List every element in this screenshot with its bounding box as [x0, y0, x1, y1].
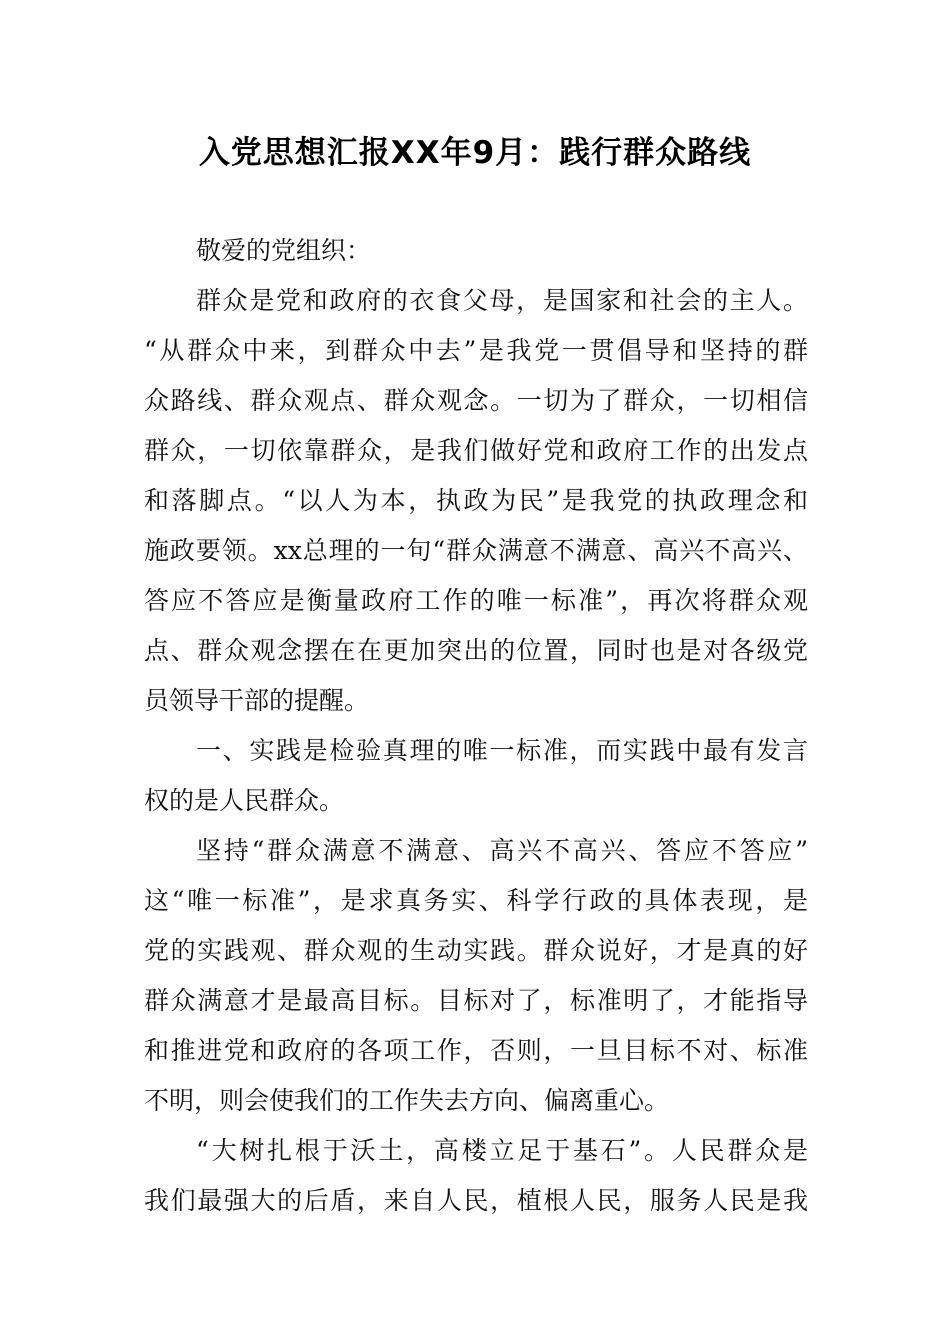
- paragraph-line: 员领导干部的提醒。: [144, 686, 370, 715]
- paragraph-line: 群众满意才是最高目标。目标对了，标准明了，才能指导: [144, 986, 808, 1015]
- paragraph-line: 不明，则会使我们的工作失去方向、偏离重心。: [144, 1086, 670, 1115]
- paragraph-line: 众路线、群众观点、群众观念。一切为了群众，一切相信: [144, 386, 808, 415]
- paragraph-line: 和落脚点。“以人为本，执政为民”是我党的执政理念和: [144, 486, 808, 515]
- section-heading-line: 一、实践是检验真理的唯一标准，而实践中最有发言: [196, 736, 808, 765]
- paragraph-line: “从群众中来，到群众中去”是我党一贯倡导和坚持的群: [144, 336, 808, 365]
- paragraph-line: 施政要领。xx总理的一句“群众满意不满意、高兴不高兴、: [144, 536, 808, 565]
- paragraph-line: 坚持“群众满意不满意、高兴不高兴、答应不答应”: [196, 836, 808, 865]
- paragraph-line: 党的实践观、群众观的生动实践。群众说好，才是真的好: [144, 936, 808, 965]
- paragraph-line: 群众是党和政府的衣食父母，是国家和社会的主人。: [196, 286, 808, 315]
- paragraph-line: 我们最强大的后盾，来自人民，植根人民，服务人民是我: [144, 1186, 808, 1215]
- salutation-line: 敬爱的党组织：: [196, 236, 372, 265]
- paragraph-line: 这“唯一标准”，是求真务实、科学行政的具体表现，是: [144, 886, 808, 915]
- paragraph-line: 群众，一切依靠群众，是我们做好党和政府工作的出发点: [144, 436, 808, 465]
- paragraph-line: 和推进党和政府的各项工作，否则，一旦目标不对、标准: [144, 1036, 808, 1065]
- document-body: [144, 226, 808, 1226]
- paragraph-line: 点、群众观念摆在在更加突出的位置，同时也是对各级党: [144, 636, 808, 665]
- paragraph-line: 答应不答应是衡量政府工作的唯一标准”，再次将群众观: [144, 586, 808, 615]
- paragraph-line: “大树扎根于沃土，高楼立足于基石”。人民群众是: [196, 1136, 808, 1165]
- document-title: 入党思想汇报XX年9月：践行群众路线: [198, 135, 752, 171]
- section-heading-line: 权的是人民群众。: [144, 786, 345, 815]
